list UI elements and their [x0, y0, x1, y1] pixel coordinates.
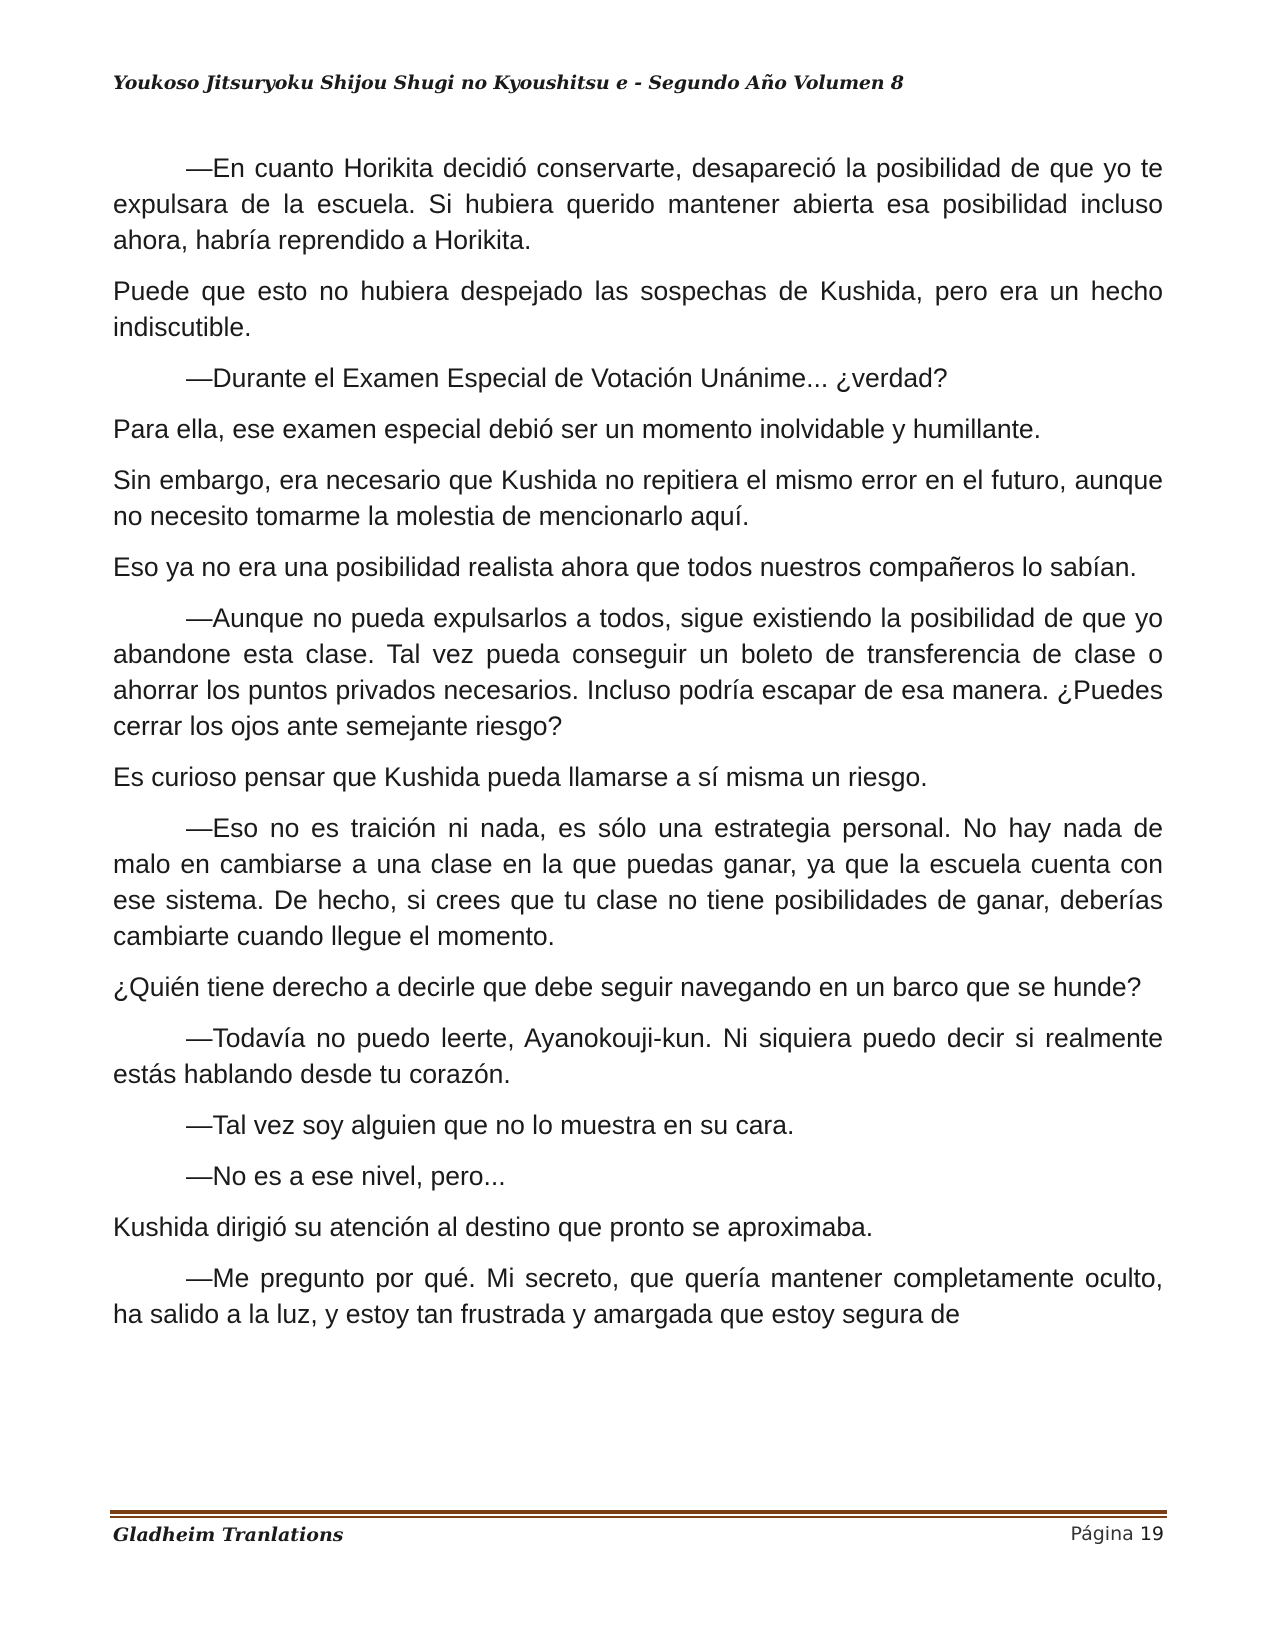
paragraph-9: —Eso no es traición ni nada, es sólo una estrategia personal. No hay nada de malo en cambiarse a una clase en la que puedas ganar, ya que la escuela cuenta con ese sistema. De hecho, si crees que tu clase no tiene posibilidades de ganar, deberías cambiarte cuando llegue el momento.	[113, 813, 1163, 951]
page-number-value: 19	[1139, 1523, 1164, 1545]
paragraph-13: —No es a ese nivel, pero...	[186, 1161, 506, 1191]
paragraph-7: —Aunque no pueda expulsarlos a todos, sigue existiendo la posibilidad de que yo abandone esta clase. Tal vez pueda conseguir un boleto de transferencia de clase o ahorrar los puntos privados necesarios. Incluso podría escapar de esa manera. ¿Puedes cerrar los ojos ante semejante riesgo?	[113, 603, 1163, 741]
page-number	[1070, 1523, 1164, 1545]
paragraph-11: —Todavía no puedo leerte, Ayanokouji-kun. Ni siquiera puedo decir si realmente estás hablando desde tu corazón.	[113, 1023, 1163, 1089]
paragraph-14: Kushida dirigió su atención al destino que pronto se aproximaba.	[113, 1212, 874, 1242]
paragraph-5: Sin embargo, era necesario que Kushida no repitiera el mismo error en el futuro, aunque no necesito tomarme la molestia de mencionarlo aquí.	[113, 465, 1163, 531]
paragraph-15: —Me pregunto por qué. Mi secreto, que quería mantener completamente oculto, ha salido a la luz, y estoy tan frustrada y amargada que estoy segura de	[113, 1263, 1163, 1329]
running-header: Youkoso Jitsuryoku Shijou Shugi no Kyoushitsu e - Segundo Año Volumen 8	[113, 72, 904, 94]
footer-group-name: Gladheim Tranlations	[113, 1524, 344, 1546]
footer-divider	[110, 1510, 1167, 1518]
paragraph-6: Eso ya no era una posibilidad realista ahora que todos nuestros compañeros lo sabían.	[113, 552, 1137, 582]
paragraph-2: Puede que esto no hubiera despejado las sospechas de Kushida, pero era un hecho indiscutible.	[113, 276, 1163, 342]
paragraph-4: Para ella, ese examen especial debió ser un momento inolvidable y humillante.	[113, 414, 1042, 444]
paragraph-3: —Durante el Examen Especial de Votación Unánime... ¿verdad?	[186, 363, 948, 393]
footer-divider-thick	[110, 1510, 1167, 1514]
footer-divider-thin	[110, 1516, 1167, 1518]
paragraph-8: Es curioso pensar que Kushida pueda llamarse a sí misma un riesgo.	[113, 762, 928, 792]
paragraph-10: ¿Quién tiene derecho a decirle que debe seguir navegando en un barco que se hunde?	[113, 972, 1142, 1002]
paragraph-12: —Tal vez soy alguien que no lo muestra en su cara.	[186, 1110, 795, 1140]
page-label: Página	[1070, 1523, 1134, 1545]
paragraph-1: —En cuanto Horikita decidió conservarte, desapareció la posibilidad de que yo te expulsara de la escuela. Si hubiera querido mantener abierta esa posibilidad incluso ahora, habría reprendido a Horikita.	[113, 153, 1163, 255]
body-text	[113, 150, 1163, 1347]
